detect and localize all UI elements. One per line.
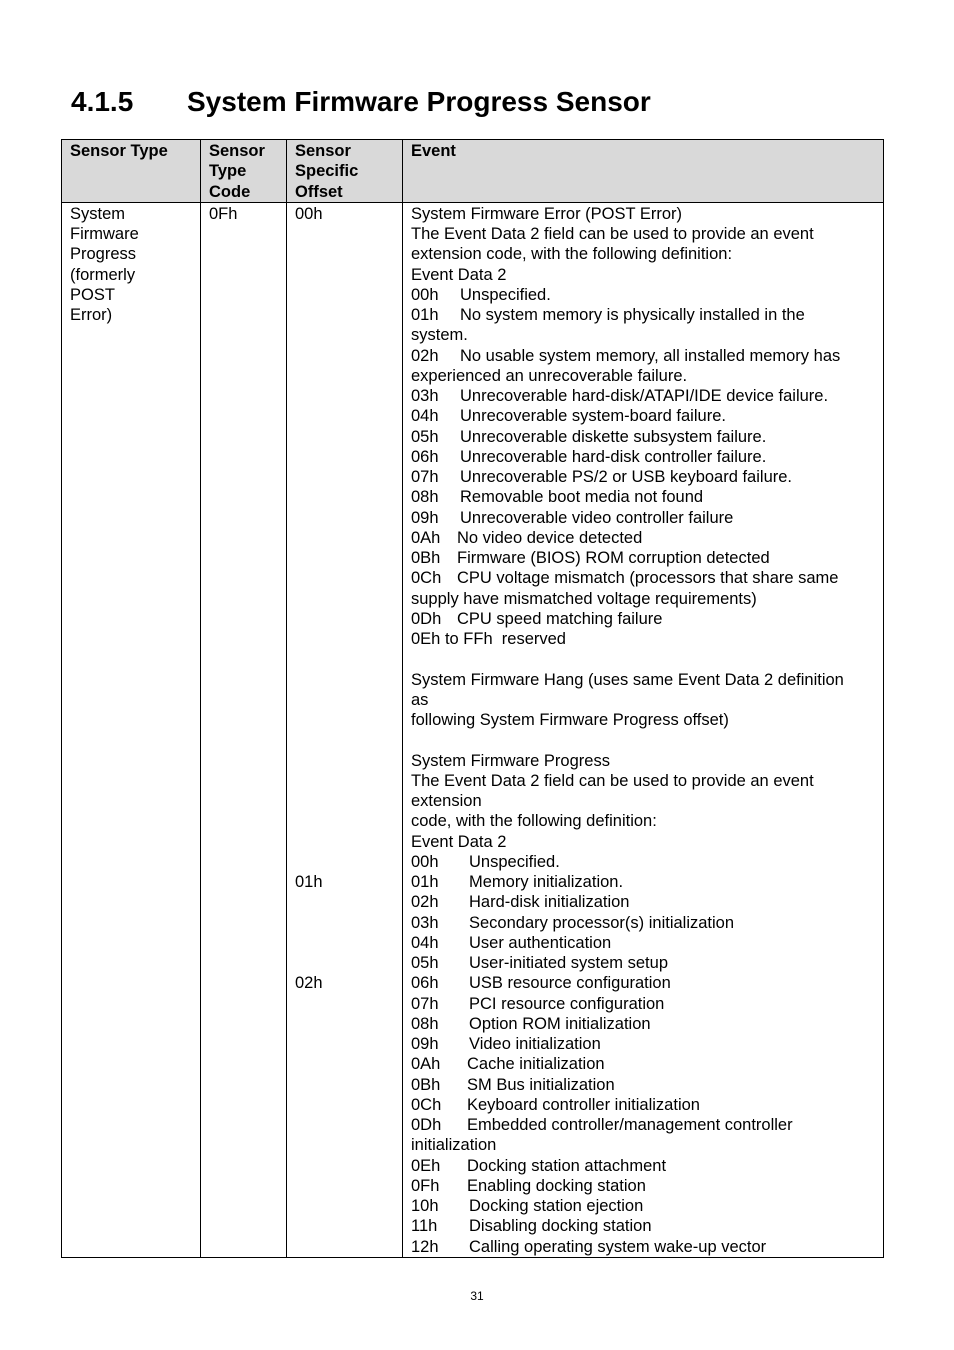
event-code-entry	[411, 305, 875, 325]
event-code-entry: supply have mismatched voltage requirements)	[411, 589, 757, 608]
header-text: Event	[411, 142, 456, 160]
event-code-entry	[411, 528, 875, 548]
event-code: 01h	[411, 306, 439, 324]
event-code-entry: experienced an unrecoverable failure.	[411, 366, 688, 385]
event-code: 06h	[411, 974, 439, 993]
header-event	[403, 140, 884, 203]
event-description: Hard-disk initialization	[469, 893, 630, 912]
event-description: Unrecoverable system-board failure.	[460, 407, 726, 426]
event-code: 08h	[411, 488, 439, 507]
event-code: 04h	[411, 933, 439, 952]
event-code-entry	[411, 933, 875, 953]
header-text: Sensor Type	[70, 142, 168, 160]
event-code-entry	[411, 406, 875, 426]
header-text: Sensor	[209, 142, 265, 160]
event-code-entry	[411, 285, 875, 305]
event-description: Keyboard controller initialization	[467, 1095, 700, 1114]
progress-intro: code, with the following definition:	[411, 812, 657, 831]
cell-text: 0Fh	[209, 204, 238, 223]
event-code-entry	[411, 1095, 875, 1115]
event-code-entry	[411, 1196, 875, 1216]
event-description: Secondary processor(s) initialization	[469, 913, 735, 932]
event-description: Option ROM initialization	[469, 1014, 651, 1033]
event-code: 0Bh	[411, 1075, 441, 1094]
event-description: CPU voltage mismatch (processors that share same	[457, 569, 839, 588]
header-sensor-type-code	[201, 140, 287, 203]
event-description: Docking station ejection	[469, 1197, 644, 1215]
header-text: Specific	[295, 162, 359, 181]
event-code: 06h	[411, 447, 439, 466]
event-description: Docking station attachment	[467, 1156, 667, 1175]
event-code-entry	[411, 346, 875, 366]
spacer	[411, 649, 875, 669]
event-code: 08h	[411, 1014, 439, 1033]
event-code-entry	[411, 1115, 875, 1135]
event-description: Unrecoverable hard-disk/ATAPI/IDE device failure.	[460, 387, 829, 405]
event-description: No video device detected	[457, 528, 643, 547]
event-description: CPU speed matching failure	[457, 609, 663, 628]
progress-intro: extension	[411, 792, 482, 810]
event-code-entry	[411, 913, 875, 933]
event-code-entry	[411, 973, 875, 993]
header-text: Code	[209, 182, 251, 201]
event-description: Calling operating system wake-up vector	[469, 1237, 767, 1256]
event-description: Unrecoverable diskette subsystem failure.	[460, 427, 767, 446]
event-code-entry	[411, 548, 875, 568]
event-code-entry	[411, 609, 875, 629]
event-description: Video initialization	[469, 1035, 601, 1053]
event-description: Enabling docking station	[467, 1176, 646, 1195]
event-description: User-initiated system setup	[469, 954, 668, 972]
cell-offset	[287, 202, 403, 1257]
event-code: 11h	[411, 1217, 438, 1236]
offset-01: 01h	[295, 872, 323, 891]
event-code-entry	[411, 1014, 875, 1034]
error-intro: The Event Data 2 field can be used to provide an event	[411, 225, 814, 243]
event-code-entry	[411, 568, 875, 588]
header-text: Sensor	[295, 142, 351, 160]
event-code-entry	[411, 1075, 875, 1095]
event-code: 03h	[411, 387, 439, 405]
event-code: 12h	[411, 1237, 439, 1256]
event-description: Firmware (BIOS) ROM corruption detected	[457, 549, 770, 567]
error-intro: extension code, with the following definition:	[411, 245, 733, 264]
error-reserved: 0Eh to FFh reserved	[411, 630, 566, 648]
hang-text: System Firmware Hang (uses same Event Data 2 definition	[411, 670, 844, 689]
event-code: 07h	[411, 994, 439, 1013]
event-code-entry	[411, 467, 875, 487]
event-code: 0Dh	[411, 1116, 442, 1134]
cell-text: Progress	[70, 245, 137, 264]
event-description: Removable boot media not found	[460, 488, 704, 507]
event-code: 0Dh	[411, 609, 442, 628]
event-code: 0Fh	[411, 1176, 440, 1195]
event-code: 0Eh	[411, 1156, 441, 1175]
event-code-entry	[411, 1034, 875, 1054]
event-code: 0Ah	[411, 1055, 441, 1074]
offset-02: 02h	[295, 973, 323, 992]
cell-type-code	[201, 202, 287, 1257]
progress-data-label: Event Data 2	[411, 832, 507, 851]
event-code: 07h	[411, 468, 439, 486]
event-code-entry	[411, 1237, 875, 1257]
event-description: User authentication	[469, 933, 612, 952]
event-code: 10h	[411, 1197, 439, 1215]
spacer	[411, 730, 875, 750]
cell-text: POST	[70, 285, 115, 304]
event-code-entry	[411, 447, 875, 467]
offset-00: 00h	[295, 204, 323, 223]
event-code-entry: initialization	[411, 1136, 497, 1155]
sensor-table	[61, 139, 884, 1258]
event-description: Unrecoverable video controller failure	[460, 508, 734, 527]
event-code-entry	[411, 892, 875, 912]
event-description: No system memory is physically installed in the	[460, 306, 805, 324]
event-code-entry	[411, 1054, 875, 1074]
cell-text: (formerly	[70, 265, 136, 284]
event-code-entry	[411, 1176, 875, 1196]
event-code-entry	[411, 508, 875, 528]
event-code: 0Bh	[411, 549, 441, 567]
page-number: 31	[470, 1289, 484, 1303]
section-number: 4.1.5	[71, 86, 134, 117]
hang-text: as	[411, 690, 429, 709]
table-row	[62, 202, 884, 1257]
event-code-entry	[411, 427, 875, 447]
event-description: Cache initialization	[467, 1055, 605, 1074]
event-description: SM Bus initialization	[467, 1075, 615, 1094]
progress-intro: The Event Data 2 field can be used to provide an event	[411, 771, 814, 790]
event-code: 02h	[411, 893, 439, 912]
event-code: 02h	[411, 346, 439, 365]
event-code: 04h	[411, 407, 439, 426]
header-text: Offset	[295, 182, 343, 201]
event-code: 09h	[411, 1035, 439, 1053]
cell-text: Error)	[70, 306, 113, 324]
event-code-entry: system.	[411, 326, 468, 345]
cell-text: Firmware	[70, 225, 139, 243]
event-code-entry	[411, 953, 875, 973]
progress-code-list	[411, 852, 875, 1257]
event-code: 0Ch	[411, 569, 442, 588]
section-heading	[71, 86, 651, 118]
event-description: No usable system memory, all installed memory has	[460, 346, 841, 365]
event-code: 0Ah	[411, 528, 441, 547]
event-code-entry	[411, 1216, 875, 1236]
event-code-entry	[411, 852, 875, 872]
cell-text: System	[70, 204, 126, 223]
progress-title: System Firmware Progress	[411, 751, 610, 770]
event-description: Unspecified.	[469, 852, 560, 871]
header-sensor-specific-offset	[287, 140, 403, 203]
event-description: Embedded controller/management controller	[467, 1116, 793, 1134]
event-code: 0Ch	[411, 1095, 442, 1114]
error-code-list	[411, 285, 875, 629]
event-code-entry	[411, 994, 875, 1014]
error-data-label: Event Data 2	[411, 265, 507, 284]
event-description: Unspecified.	[460, 285, 551, 304]
event-description: PCI resource configuration	[469, 994, 665, 1013]
event-code: 05h	[411, 427, 439, 446]
section-title: System Firmware Progress Sensor	[187, 86, 651, 117]
cell-event	[403, 202, 884, 1257]
hang-text: following System Firmware Progress offset)	[411, 711, 729, 729]
event-code: 09h	[411, 508, 439, 527]
event-code-entry	[411, 1156, 875, 1176]
event-code: 05h	[411, 954, 439, 972]
table-header-row	[62, 140, 884, 203]
event-code: 01h	[411, 873, 439, 891]
error-title: System Firmware Error (POST Error)	[411, 204, 683, 223]
event-code-entry	[411, 386, 875, 406]
event-description: Memory initialization.	[469, 873, 624, 891]
event-code: 00h	[411, 852, 439, 871]
event-code: 00h	[411, 285, 439, 304]
event-description: Unrecoverable hard-disk controller failure.	[460, 447, 767, 466]
event-description: Unrecoverable PS/2 or USB keyboard failure.	[460, 468, 792, 486]
event-code-entry	[411, 487, 875, 507]
event-description: USB resource configuration	[469, 974, 671, 993]
cell-sensor-type	[62, 202, 201, 1257]
header-sensor-type	[62, 140, 201, 203]
event-description: Disabling docking station	[469, 1217, 652, 1236]
header-text: Type	[209, 162, 247, 181]
event-code: 03h	[411, 913, 439, 932]
event-code-entry	[411, 872, 875, 892]
